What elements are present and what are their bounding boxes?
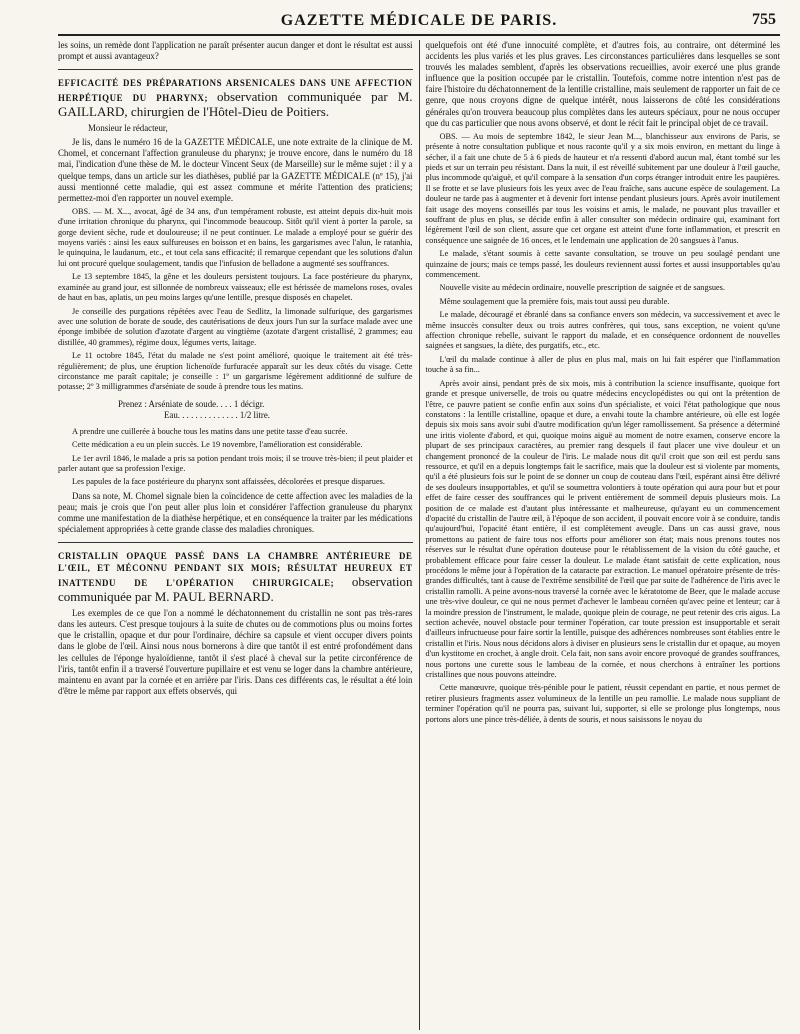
observation-paragraph: Le 11 octobre 1845, l'état du malade ne s'est point amélioré, quoique le traitement ait été très-régulièrement; de plus, une éruption lichenoïde furfuracée apparaît sur les deux côtés du visage. Cette circonstance me paraît capitale; je conseille : 1º un gargarisme légèrement additionné de sulfure de potasse; 2º 3 milligrammes d'arséniate de soude à prendre tous les matins. — [58, 351, 413, 392]
observation-paragraph: Le 1er avril 1846, le malade a pris sa potion pendant trois mois; il se trouve très-bien; il peut plaider et parler autant que sa profession l'exige. — [58, 453, 413, 473]
intro-paragraph: les soins, un remède dont l'application ne paraît présenter aucun danger et dont le résultat est aussi prompt et aussi avantageux? — [58, 40, 413, 62]
observation-paragraph: Cette manœuvre, quoique très-pénible pour le patient, réussit cependant en partie, et nous permet de retirer plusieurs fragments assez volumineux de la lentille un peu ramollie. Le malade nous suppliant de terminer l'opération qu'il ne pourra pas, suivant lui, supporter, si elle se prolonge plus longtemps, nous portons alors une pince très-déliée, à dents de souris, et nous saisissons le noyau du — [425, 683, 780, 724]
salutation: Monsieur le rédacteur, — [88, 123, 168, 134]
section-divider — [58, 542, 413, 543]
observation-paragraph: OBS. — M. X..., avocat, âgé de 34 ans, d'un tempérament robuste, est atteint depuis dix-huit mois d'une irritation chronique du pharynx, qui l'incommode beaucoup. Sitôt qu'il vient à porter la parole, sa gorge devient sèche, rude et douloureuse; il ne peut continuer. Le malade a employé pour se guérir des moyens variés : ainsi les eaux sulfureuses en boisson et en bains, les gargarismes avec l'alun, le ratanhia, le quinquina, le laudanum, etc., et tout cela sans efficacité; il remarque cependant que les solutions d'alun lui ont procuré quelque soulagement, tandis que l'infusion de belladone a augmenté ses souffrances. — [58, 206, 413, 268]
observation-paragraph: Même soulagement que la première fois, mais tout aussi peu durable. — [439, 296, 670, 306]
observation-paragraph: L'œil du malade continue à aller de plus en plus mal, mais on lui fait espérer que l'inflammation touche à sa fin... — [425, 354, 780, 375]
article2-title-rest: observation communiquée par M. PAUL BERNARD. — [58, 574, 413, 605]
observation-paragraph: Le malade, découragé et ébranlé dans sa confiance envers son médecin, va successivement et avec le même insuccès consulter deux ou trois autres confrères, qui tous, sans exception, ne voient qu'une affection chronique rebelle, suivant le rapport du malade, et en conséquence ordonnent de nouvelles saignées et sangsues, la diète, des purgatifs, etc., etc. — [425, 310, 780, 351]
observation-paragraph: Nouvelle visite au médecin ordinaire, nouvelle prescription de saignée et de sangsues. — [439, 283, 725, 293]
observation-paragraph: OBS. — Au mois de septembre 1842, le sieur Jean M..., blanchisseur aux environs de Paris, se présente à notre consultation publique et nous raconte qu'il y a six mois environ, en mettant du linge à sécher, il a fait une chute de 5 à 6 pieds de hauteur et n'a ressenti d'abord aucun mal, étant tombé sur les pieds et sur un terrain peu résistant. Dans la nuit, il est réveillé subitement par une douleur à l'œil gauche, plus incommode qu'aiguë, et qu'il compare à la sensation d'un corps étranger introduit entre les paupières. Il se frotte et se lave plusieurs fois les yeux avec de l'eau fraîche, sans aucune espèce de soulagement. La douleur ne tarde pas à augmenter et à devenir fort intense pendant plusieurs jours. Après avoir inutilement fait usage des moyens conseillés par tous les voisins et amis, le malade, ne pouvant plus travailler et souffrant de plus en plus, se décide enfin à aller consulter son médecin ordinaire qui, examinant fort légèrement l'œil de son client, assure que cet organe est atteint d'une forte inflammation, et prescrit en conséquence une saignée de 16 onces, et le lendemain une application de 20 sangsues à l'anus. — [425, 131, 780, 245]
section-divider — [58, 69, 413, 70]
journal-title: GAZETTE MÉDICALE DE PARIS. — [280, 12, 558, 29]
prescription — [118, 399, 413, 421]
observation-paragraph: Le malade, s'étant soumis à cette savante consultation, se trouve un peu soulagé pendant une quinzaine de jours; mais ce temps passé, les douleurs reviennent aussi fortes et aussi insupportables qu'au commencement. — [425, 249, 780, 280]
article1-closing: Dans sa note, M. Chomel signale bien la coïncidence de cette affection avec les maladies de la peau; mais je crois que l'on peut aller plus loin et considérer l'affection granuleuse du pharynx comme une manifestation de la diathèse herpétique, et en conséquence la traiter par les médications spécialement appropriées à cette grande classe des maladies chroniques. — [58, 490, 413, 535]
observation-paragraph: Après avoir ainsi, pendant près de six mois, mis à contribution la science insuffisante, quoique fort grande et presque universelle, de trois ou quatre médecins encyclopédistes ou qui ont la prétention de l'être, ce pauvre patient se confie enfin aux soins d'un spécialiste, et voici l'état pathologique que nous constatons : la lentille cristalline, opaque et dure, a envahi toute la chambre antérieure, où elle est logée depuis six mois sans avoir subi d'autre modification qu'un léger ramollissement. Sa présence a déterminé une iritis violente d'abord, et qui, quoique moins aiguë au moment de notre examen, conserve encore la plupart de ses principaux caractères, au premier rang desquels il faut placer une vive douleur et un changement prononcé de la couleur de l'iris. Le malade nous dit qu'il croit que son œil est perdu sans ressource, et qu'il en a depuis longtemps fait le sacrifice, mais que la douleur est si violente par moments, qu'il a été plusieurs fois sur le point de se donner un coup de couteau dans l'œil, espérant ainsi être délivré de ses douleurs insupportables, et qu'il se soumettra volontiers à toute opération qui aura pour but et pour effet de faire cesser des souffrances qui le privent entièrement de sommeil depuis plusieurs mois. La position de ce malade est d'autant plus intéressante et malheureuse, qu'ayant eu un commencement d'opacité du cristallin de l'autre œil, à l'époque de son accident, il pouvait encore voir à se conduire, tandis qu'aujourd'hui, l'opacité étant entière, il est complètement aveugle. Dans un cas aussi grave, nous promettons au patient de faire tous nos efforts pour améliorer son état; mais nous prenons toutes nos réserves sur le résultat d'une opération douteuse pour le rétablissement de la vision du côté gauche, et probablement efficace pour faire cesser la douleur. Le malade étant satisfait de cette explication, nous procédons le même jour à l'opération de la cataracte par extraction. Le manuel opératoire présente de très-grandes difficultés, tant à cause de l'extrême sensibilité de l'œil que par suite de l'adhérence de l'iris avec le cristallin ramolli. A peine avons-nous traversé la cornée avec le kératotome de Beer, que le malade accuse une très-vive douleur, ce qui ne nous permet d'achever le lambeau cornéen qu'avec peine et lenteur; car à la moindre pression de l'instrument, le malade, quoique plein de courage, ne peut retenir des cris aigus. La section achevée, nouvel obstacle pour terminer l'opération, car toute pression est insupportable et serait d'ailleurs infructueuse pour faire sortir la lentille, puisque des adhérences nombreuses sont établies entre le cristallin et l'iris. Nous nous décidons alors à diviser en plusieurs sens le cristallin dur et opaque, au moyen d'un kystitome en crochet, à angle droit. Cela fait, non sans avoir encore provoqué de grandes souffrances, nous portons une curette sous le lambeau de la cornée, et nous cherchons à entraîner les portions cristallines que nous pouvons atteindre. — [425, 378, 780, 680]
observation-paragraph: Les papules de la face postérieure du pharynx sont affaissées, décolorées et presque disparues. — [72, 477, 385, 487]
observation-paragraph: A prendre une cuillerée à bouche tous les matins dans une petite tasse d'eau sucrée. — [72, 426, 348, 436]
article2-title — [58, 550, 413, 604]
observation-paragraph: Je conseille des purgations répétées avec l'eau de Sedlitz, la limonade sulfurique, des gargarismes avec une solution de borate de soude, des cautérisations de deux jours l'un sur la surface malade avec une éponge imbibée de solution d'azotate d'argent au vingtième (azotate d'argent cristallisé, 2 grammes; eau distillée, 40 grammes), régime doux, légumes verts, laitage. — [58, 306, 413, 347]
continued-paragraph: quelquefois ont été d'une innocuité complète, et d'autres fois, au contraire, ont déterminé les accidents les plus variés et les plus graves. Les circonstances particulières dans lesquelles se sont trouvés les malades semblent, d'après les observations recueillies, avoir exercé une plus grande influence que la position occupée par le cristallin. Toutefois, comme notre intention n'est pas de faire l'histoire du déchatonnement de la lentille cristalline, mais seulement de rapporter un fait de ce genre, que nous croyons digne de quelque intérêt, nous laisserons de côté les considérations générales qu'on trouvera beaucoup plus complètes dans les auteurs spéciaux, pour ne nous occuper que du cas particulier que nous avons observé, et dont le récit fait le principal objet de ce travail. — [425, 40, 780, 128]
observation-block — [58, 207, 413, 488]
observation-paragraph: Le 13 septembre 1845, la gêne et les douleurs persistent toujours. La face postérieure du pharynx, examinée au grand jour, est sillonnée de nombreux vaisseaux; elle est hérissée de mamelons roses, ovales de haut en bas, aplatis, un peu moins larges qu'une lentille, presque disposés en chapelet. — [58, 272, 413, 303]
page-number: 755 — [752, 11, 776, 28]
article1-title-caps: EFFICACITÉ DES PRÉPARATIONS ARSENICALES DANS UNE AFFECTION HERPÉTIQUE DU PHARYNX; — [58, 78, 413, 104]
page-header — [58, 6, 780, 36]
left-column — [58, 40, 419, 1030]
article1-title-rest: observation communiquée par M. GAILLARD, chirurgien de l'Hôtel-Dieu de Poitiers. — [58, 89, 413, 120]
article2-paragraph: Les exemples de ce que l'on a nommé le déchatonnement du cristallin ne sont pas très-rares dans les auteurs. C'est presque toujours à la suite de chutes ou de commotions plus ou moins fortes que le cristallin, opaque et dur pour l'ordinaire, déchire sa capsule et vient occuper divers points dans le globe de l'œil. Ainsi nous nous bornerons à dire que tantôt il est entré profondément dans les cellules de l'éponge hyaloïdienne, tantôt il s'est placé à cheval sur la petite circonférence de l'iris, tantôt enfin il a traversé l'ouverture pupillaire et est venu se loger dans la chambre antérieure, maintenu en avant par la cornée et en arrière par l'iris. Dans ces différents cas, le résultat a été loin d'être le même par rapport aux effets observés, qui — [58, 608, 413, 696]
observation-paragraph: Cette médication a eu un plein succès. Le 19 novembre, l'amélioration est considérable. — [72, 440, 363, 450]
article2-title-caps: CRISTALLIN OPAQUE PASSÉ DANS LA CHAMBRE ANTÉRIEURE DE L'ŒIL, ET MÉCONNU PENDANT SIX MOIS; RÉSULTAT HEUREUX ET INATTENDU DE L'OPÉRATION CHIRURGICALE; — [58, 551, 413, 589]
prescription-line: Prenez : Arséniate de soude. . . . 1 décigr. — [118, 398, 265, 409]
article1-paragraph: Je lis, dans le numéro 16 de la GAZETTE MÉDICALE, une note extraite de la clinique de M. Chomel, et concernant l'affection granuleuse du pharynx; je trouve encore, dans le numéro du 18 mai, l'indication d'une thèse de M. le docteur Vincent Seux (de Marseille) sur le même sujet : il y a quelque temps, dans un article sur les diathèses, publié par la GAZETTE MÉDICALE (nº 15), j'ai aussi mentionné cette maladie, qui est assez commune et mérite l'attention des praticiens; permettez-moi d'en rapporter un nouvel exemple. — [58, 137, 413, 203]
article1-title — [58, 77, 413, 119]
prescription-line: Eau. . . . . . . . . . . . . . 1/2 litre. — [164, 409, 270, 420]
right-column — [420, 40, 781, 1030]
columns — [58, 40, 780, 1030]
observation-block — [426, 132, 781, 725]
